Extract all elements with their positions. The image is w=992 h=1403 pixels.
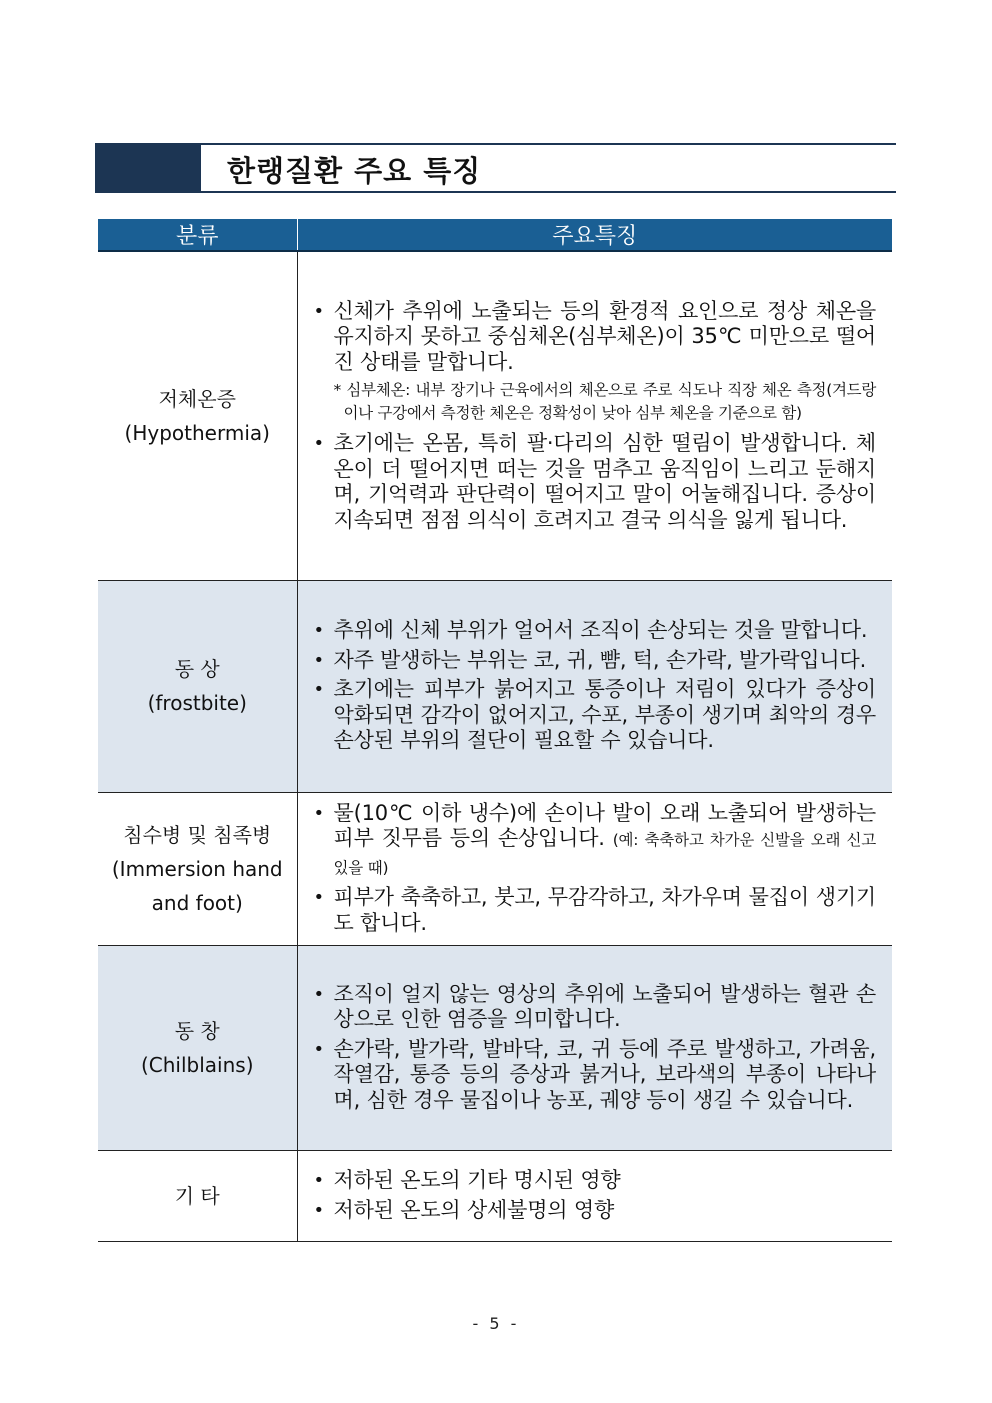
table-row-hypothermia bbox=[98, 251, 892, 580]
category-name: 동 상 bbox=[174, 657, 220, 681]
list-item: • 조직이 얼지 않는 영상의 추위에 노출되어 발생하는 혈관 손상으로 인한 염증을 의미합니다. bbox=[313, 981, 876, 1032]
title-top-rule bbox=[201, 143, 896, 145]
bullet-icon: • bbox=[313, 802, 324, 824]
category-english: (frostbite) bbox=[147, 691, 247, 715]
list-item: • 추위에 신체 부위가 얼어서 조직이 손상되는 것을 말합니다. bbox=[313, 618, 868, 643]
features-cell bbox=[297, 580, 892, 792]
title-bottom-rule bbox=[201, 191, 896, 193]
category-name: 저체온증 bbox=[158, 386, 236, 411]
list-item: • 저하된 온도의 상세불명의 영향 bbox=[313, 1197, 615, 1222]
table-header-row bbox=[98, 219, 892, 251]
list-item: • 피부가 축축하고, 붓고, 무감각하고, 차가우며 물집이 생기기도 합니다. bbox=[313, 885, 876, 935]
category-english: (Chilblains) bbox=[140, 1052, 254, 1077]
bullet-icon: • bbox=[313, 983, 324, 1005]
category-english-2: and foot) bbox=[151, 890, 243, 915]
bullet-icon: • bbox=[313, 1170, 324, 1191]
bullet-icon: • bbox=[313, 679, 324, 701]
bullet-icon: • bbox=[313, 620, 324, 642]
table-row-frostbite bbox=[98, 580, 892, 792]
category-cell bbox=[98, 580, 297, 792]
table-row-immersion bbox=[98, 792, 892, 945]
features-cell bbox=[297, 251, 892, 580]
category-name: 기 타 bbox=[174, 1183, 220, 1208]
features-cell bbox=[297, 945, 892, 1150]
bullet-icon: • bbox=[313, 1199, 324, 1221]
category-cell bbox=[98, 945, 297, 1150]
list-item: • 초기에는 피부가 붉어지고 통증이나 저림이 있다가 증상이 악화되면 감각이 없어지고, 수포, 부종이 생기며 최악의 경우 손상된 부위의 절단이 필요할 수 있습니다. bbox=[313, 677, 876, 753]
bullet-icon: • bbox=[313, 433, 324, 454]
category-english: (Hypothermia) bbox=[124, 420, 270, 445]
list-item: • 초기에는 온몸, 특히 팔·다리의 심한 떨림이 발생합니다. 체온이 더 떨어지면 떠는 것을 멈추고 움직임이 느리고 둔해지며, 기억력과 판단력이 떨어지고 말이 어눌해집니다. 증상이 지속되면 점점 의식이 흐려지고 결국 의식을 잃게 됩니다. bbox=[313, 431, 876, 532]
list-item: • 신체가 추위에 노출되는 등의 환경적 요인으로 정상 체온을 유지하지 못하고 중심체온(심부체온)이 35℃ 미만으로 떨어진 상태를 말합니다. bbox=[313, 298, 876, 374]
category-name: 동 창 bbox=[174, 1018, 220, 1043]
page-title: 한랭질환 주요 특징 bbox=[227, 154, 482, 188]
bullet-icon: • bbox=[313, 649, 324, 671]
list-item: • 물(10℃ 이하 냉수)에 손이나 발이 오래 노출되어 발생하는 피부 짓무름 등의 손상입니다. (예: 축축하고 차가운 신발을 오래 신고 있을 때) bbox=[313, 800, 876, 877]
list-item: • 자주 발생하는 부위는 코, 귀, 뺨, 턱, 손가락, 발가락입니다. bbox=[313, 647, 867, 672]
list-item: • 저하된 온도의 기타 명시된 영향 bbox=[313, 1168, 621, 1192]
category-cell bbox=[98, 1150, 297, 1241]
section-title-block bbox=[95, 143, 896, 193]
header-features: 주요특징 bbox=[297, 219, 892, 251]
category-english: (Immersion hand bbox=[111, 856, 283, 881]
category-cell bbox=[98, 792, 297, 945]
bullet-icon: • bbox=[313, 887, 324, 909]
page-number: - 5 - bbox=[472, 1314, 520, 1333]
header-category: 분류 bbox=[98, 219, 297, 251]
table-row-other bbox=[98, 1150, 892, 1241]
features-cell bbox=[297, 792, 892, 945]
title-accent-block bbox=[95, 143, 201, 193]
category-name: 침수병 및 침족병 bbox=[123, 822, 272, 847]
footnote: * 심부체온: 내부 장기나 근육에서의 체온으로 주로 식도나 직장 체온 측정(겨드랑이나 구강에서 측정한 체온은 정확성이 낮아 심부 체온을 기준으로 함) bbox=[333, 381, 876, 422]
table-row-chilblains bbox=[98, 945, 892, 1150]
features-cell bbox=[297, 1150, 892, 1241]
list-item: • 손가락, 발가락, 발바닥, 코, 귀 등에 주로 발생하고, 가려움, 작열감, 통증 등의 증상과 붉거나, 보라색의 부종이 나타나며, 심한 경우 물집이나 농포, 궤양 등이 생길 수 있습니다. bbox=[313, 1036, 876, 1112]
category-cell bbox=[98, 251, 297, 580]
bullet-icon: • bbox=[313, 300, 324, 322]
features-table bbox=[98, 219, 892, 1242]
bullet-icon: • bbox=[313, 1038, 324, 1060]
example-note: (예: 축축하고 차가운 신발을 오래 신고 있을 때) bbox=[333, 831, 876, 877]
